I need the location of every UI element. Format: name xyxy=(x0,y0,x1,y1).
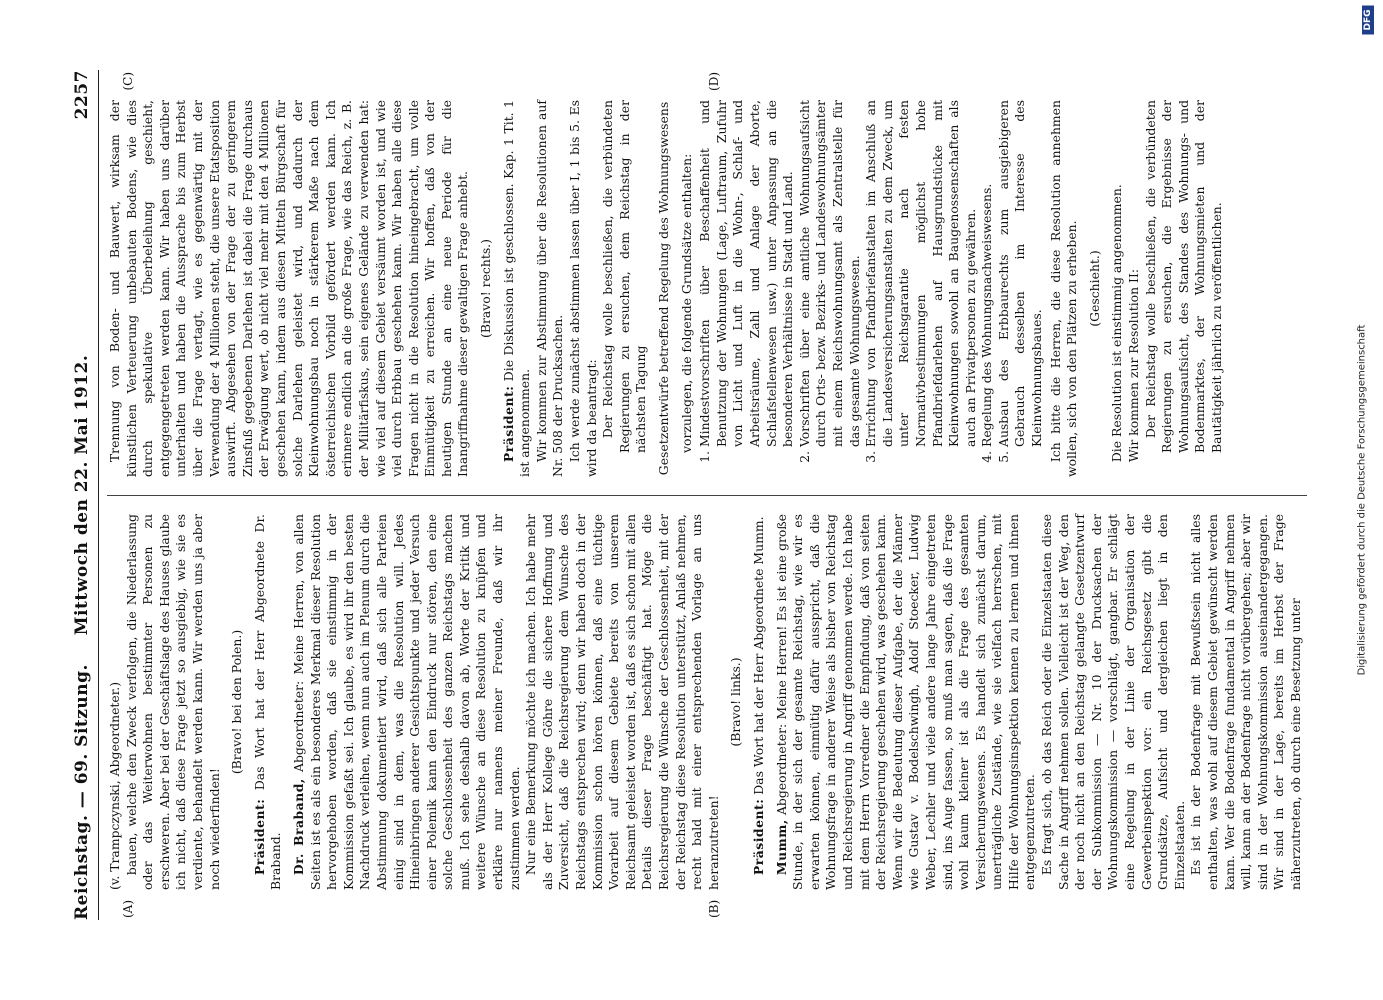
principles-list xyxy=(697,100,1045,477)
margin-marker-c: (C) xyxy=(120,72,135,91)
list-item: 4. Regelung des Wohnungsnachweiswesens. xyxy=(979,100,996,447)
paragraph: Die Resolution ist einstimmig angenommen. xyxy=(1108,184,1124,463)
list-item: 2. Vorschriften über eine amtliche Wohnungsaufsicht durch Orts- bezw. Bezirks- und Landeswohnungsämter mit einem Reichswohnungsamt als Zentralstelle für das gesamte Wohnungswesen. xyxy=(796,100,862,447)
paragraph: Ich bitte die Herren, die diese Resolution annehmen wollen, sich von den Plätzen zu erheben. xyxy=(1047,100,1079,477)
header-left: Reichstag. — 69. Sitzung. xyxy=(71,664,92,920)
paragraph: Abgeordneter: Meine Herren, von allen Seiten ist es als ein besonderes Merkmal dieser Resolution hervorgehoben worden, daß sie einstimmig in der Kommission gefaßt sei. Ich glaube, es wird ihr den besten Nachdruck verleihen, wenn nun auch im Plenum durch die Abstimmung dokumentiert wird, daß sich alle Parteien einig sind in dem, was die Resolution will. Jedes Hineinbringen anderer Gesichtspunkte und jeder Versuch einer Polemik kann den Eindruck nur stören, den eine solche Geschlossenheit des ganzen Reichstags machen muß. Ich sehe deshalb davon ab, Worte der Kritik und weitere Wünsche an diese Resolution zu knüpfen und erkläre nur namens meiner Freunde, daß wir ihr zustimmen werden. xyxy=(290,514,522,890)
paragraph: Trennung von Boden- und Bauwert, wirksam der künstlichen Verteuerung unbebauten Bodens, wie dies durch spekulative Überbeleihung geschieht, entgegengetreten werden kann. Wir haben uns darüber unterhalten und haben die Aussprache bis zum Herbst über die Frage vertagt, wie es gegenwärtig mit der Verwendung der 4 Millionen steht, die unsere Etatsposition auswirft. Abgesehen von der Frage der zu geringerem Zinsfuß gegebenen Darlehen ist dabei die Frage durchaus der Erwägung wert, ob nicht viel mehr mit den 4 Millionen geschehen kann, indem aus diesen Mitteln Bürgschaft für solche Darlehen geleistet wird, und dadurch der Kleinwohnungsbau noch in stärkerem Maße nach dem österreichischen Vorbild gefördert werden kann. Ich erinnere endlich an die große Frage, wie das Reich, z. B. der Militärfiskus, sein eigenes Gelände zu verwenden hat: wie viel auf diesem Gebiet versäumt worden ist, und wie viel durch Erbbau geschehen kann. Wir haben alle diese Fragen nicht in die Resolution hineingebracht, um volle Einmütigkeit zu erreichen. Wir hoffen, daß von der heutigen Stunde an eine neue Periode für die Inangriffnahme dieser gewaltigen Frage anhebt. xyxy=(106,100,470,477)
header-date: Mittwoch den 22. Mai 1912. xyxy=(71,354,92,636)
applause-note: (Bravo! bei den Polen.) xyxy=(228,629,244,775)
paragraph: Ich werde zunächst abstimmen lassen über I, 1 bis 5. Es wird da beantragt: xyxy=(566,100,599,477)
paragraph: Es ist in der Bodenfrage mit Bewußtsein nicht alles enthalten, was wohl auf diesem Gebiet gewünscht werden kann. Wer die Bodenfrage fundamental in Angriff nehmen will, kann an der Bodenfrage nicht vorübergehen; aber wir sind in der Wohnungskommission auseinandergegangen. Wir sind in der Lage, bereits im Herbst der Frage näherzutreten, ob durch eine Besetzung unter xyxy=(1187,514,1303,890)
margin-marker-a: (A) xyxy=(120,899,135,918)
speaker-note: (v. Trampczynski, Abgeordneter.) xyxy=(106,681,122,890)
speaker-label: Präsident: xyxy=(750,798,766,876)
paragraph: Abgeordneter: Meine Herren! Es ist eine große Stunde, in der sich der gesamte Reichstag, wie wir es erwarten können, einmütig dafür ausspricht, daß die Wohnungsfrage in anderer Weise als bisher von Reichstag und Reichsregierung in Angriff genommen werde. Ich habe mit dem Herrn Vorredner die Empfindung, daß von seiten der Reichsregierung geschehen wird, was geschehen kann. Wenn wir die Bedeutung dieser Aufgabe, der die Männer wie Gustav v. Bodelschwingh, Adolf Stoecker, Ludwig Weber, Lechler und viele andere lange Jahre eingetreten sind, ins Auge fassen, so muß man sagen, daß die Frage wohl kaum kleiner ist als die Frage des gesamten Versicherungswesens. Es handelt sich zunächst darum, unerträgliche Zustände, wie sie vielfach herrschen, mit Hilfe der Wohnungsinspektion kennen zu lernen und ihnen entgegenzutreten. xyxy=(773,514,1037,890)
text-columns xyxy=(107,70,1307,920)
list-item: 3. Errichtung von Pfandbriefanstalten im Anschluß an die Landesversicherungsanstalten zu dem Zweck, um unter Reichsgarantie nach festen Normativbestimmungen möglichst hohe Pfandbriefdarlehen auf Hausgrundstücke mit Kleinwohnungen sowohl an Baugenossenschaften als auch an Privatpersonen zu gewähren. xyxy=(863,100,979,447)
left-column xyxy=(107,495,1307,920)
page-header xyxy=(72,70,99,920)
speaker-label: Präsident: xyxy=(251,798,267,876)
paragraph: Es fragt sich, ob das Reich oder die Einzelstaaten diese Sache in Angriff nehmen sollen. Vielleicht ist der Weg, den der noch nicht an den Reichstag gelangte Gesetzentwurf der Subkommission — Nr. 10 der Drucksachen der Wohnungskommission — vorschlägt, gangbar. Er schlägt eine Regelung in der Linie der Organisation der Gewerbeinspektion vor: ein Reichsgesetz gibt die Grundsätze, Aufsicht und dergleichen liegt in den Einzelstaaten. xyxy=(1038,514,1187,890)
paragraph: Wir kommen zur Abstimmung über die Resolutionen auf Nr. 508 der Drucksachen. xyxy=(533,100,565,477)
resolution-text: Der Reichstag wolle beschließen, die verbündeten Regierungen zu ersuchen, dem Reichstag in der nächsten Tagung xyxy=(599,100,648,453)
speaker-label: Dr. Braband, xyxy=(290,778,306,876)
paragraph: Das Wort hat der Herr Abgeordnete Mumm. xyxy=(750,516,766,795)
right-column xyxy=(107,70,1307,495)
speaker-label: Mumm, xyxy=(773,819,789,876)
paragraph: bauen, welche den Zweck verfolgen, die Niederlassung oder das Weiterwohnen bestimmter Personen zu erschweren. Aber bei der Geschäftslage des Hauses glaube ich nicht, daß diese Frage jetzt so ausgiebig, wie sie es verdiente, behandelt werden kann. Wir werden uns ja aber noch wiederfinden! xyxy=(123,514,222,890)
applause-note: (Bravo! links.) xyxy=(727,657,743,747)
digitization-credit: Digitalisierung gefördert durch die Deutsche Forschungsgemeinschaft xyxy=(1356,324,1368,676)
list-item: 5. Ausbau des Erbbaurechts zum ausgiebigeren Gebrauch desselben im Interesse des Kleinwohnungsbaues. xyxy=(995,100,1045,447)
resolution-text: vorzulegen, die folgende Grundsätze enthalten: xyxy=(678,153,694,453)
resolution-text: Der Reichstag wolle beschließen, die verbündeten Regierungen zu ersuchen, die Ergebnisse der Wohnungsaufsicht, des Standes des Wohnungs- und Bodenmarktes, der Wohnungsmieten und der Bautätigkeit jährlich zu veröffentlichen. xyxy=(1142,100,1224,453)
dfg-logo: DFG xyxy=(1362,5,1374,34)
speaker-label: Präsident: xyxy=(500,385,516,463)
margin-marker-d: (D) xyxy=(706,72,721,91)
paragraph: Wir kommen zur Resolution II: xyxy=(1125,268,1141,463)
list-item: 1. Mindestvorschriften über Beschaffenheit und Benutzung der Wohnungen (Lage, Luftraum, Zufuhr von Licht und Luft in die Wohn-, Schlaf- und Arbeitsräume, Zahl und Anlage der Aborte, Schlafstellenwesen usw.) unter Anpassung an die besonderen Verhältnisse in Stadt und Land. xyxy=(697,100,797,447)
margin-marker-b: (B) xyxy=(706,899,721,918)
paragraph: Die Diskussion ist geschlossen. Kap. 1 Tit. 1 ist angenommen. xyxy=(500,100,532,477)
page-number: 2257 xyxy=(71,70,92,120)
document-page xyxy=(42,40,1342,960)
applause-note: (Bravo! rechts.) xyxy=(477,239,493,338)
resolution-subject: Gesetzentwürfe betreffend Regelung des Wohnungswesens xyxy=(655,101,671,476)
paragraph: Das Wort hat der Herr Abgeordnete Dr. Braband. xyxy=(251,514,283,890)
paragraph: Nur eine Bemerkung möchte ich machen. Ich habe mehr als der Herr Kollege Göhre die sichere Hoffnung und Zuversicht, daß die Reichsregierung dem Wunsche des Reichstags entsprechen wird; denn wir haben doch in der Kommission schon hören können, daß eine tüchtige Vorarbeit auf diesem Gebiete bereits von unserem Reichsamt geleistet worden ist, daß es sich schon mit allen Details dieser Frage beschäftigt hat. Möge die Reichsregierung die Wünsche der Geschlossenheit, mit der der Reichstag diese Resolution unterstützt, Anlaß nehmen, recht bald mit einer entsprechenden Vorlage an uns heranzutreten! xyxy=(522,514,721,890)
procedure-note: (Geschieht.) xyxy=(1086,250,1102,327)
